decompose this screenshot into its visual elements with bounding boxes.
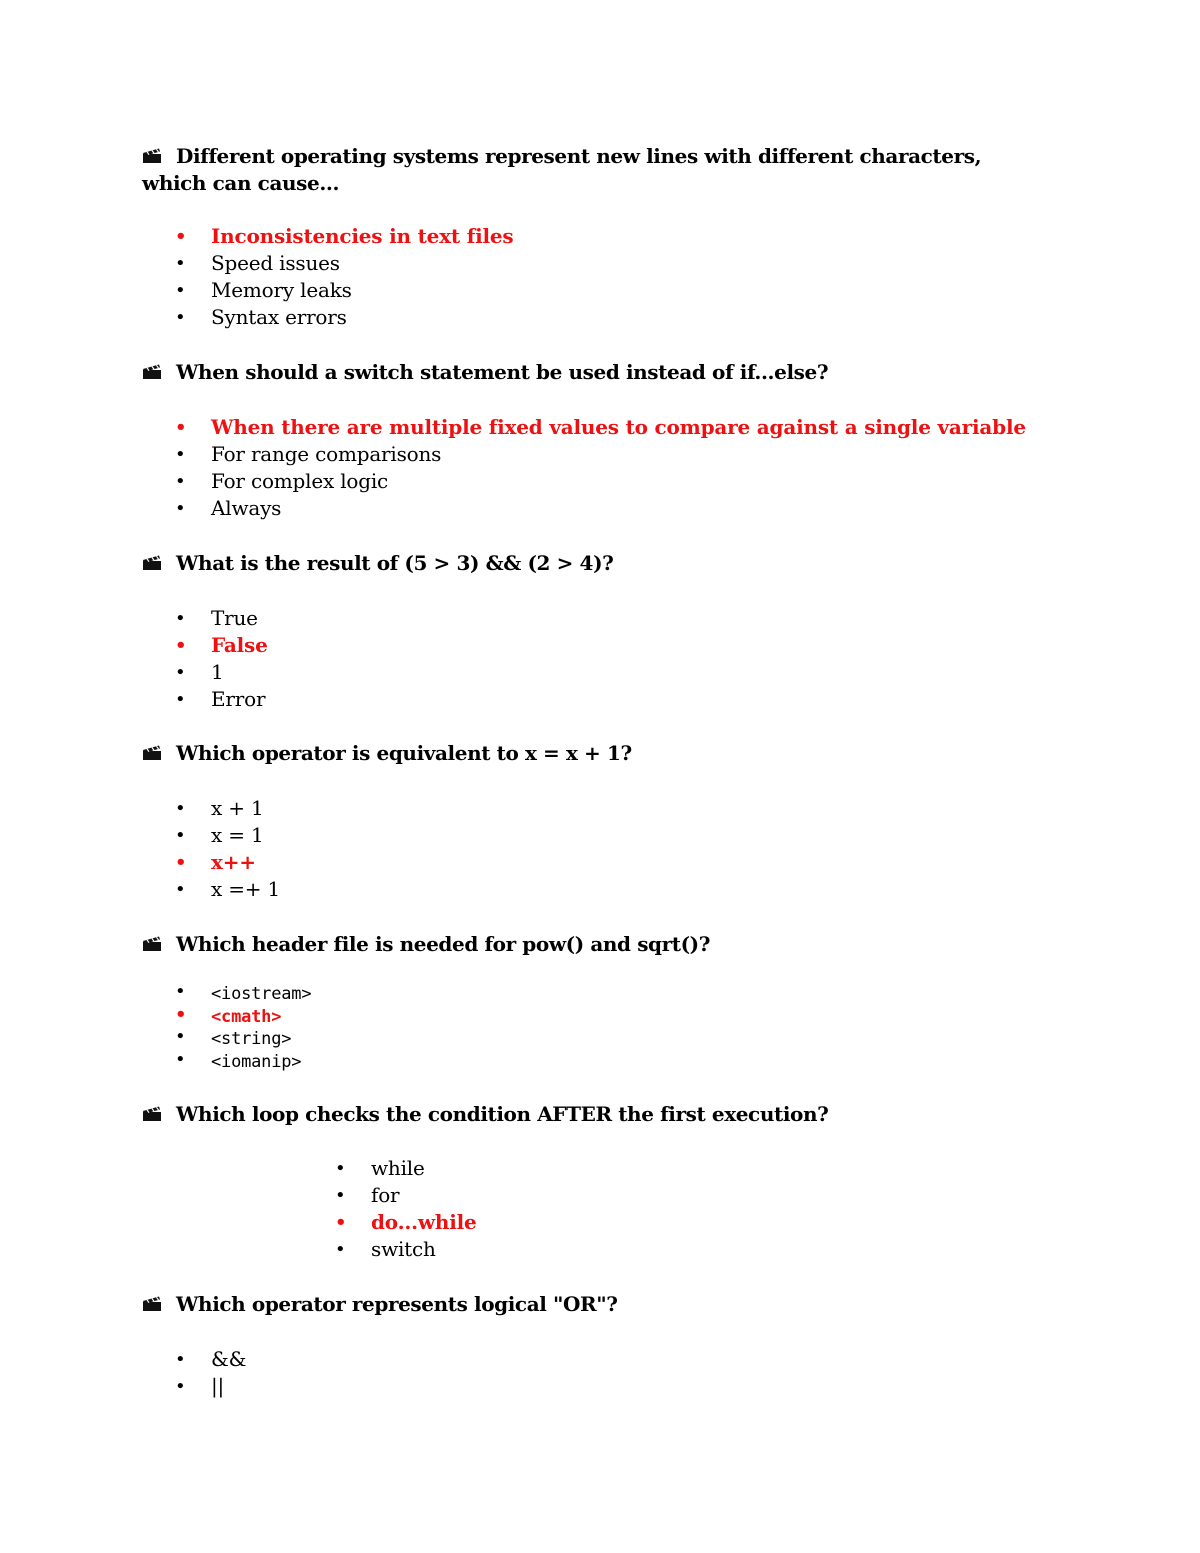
question-1-text: Different operating systems represent new lines with different characters, which can cause... <box>142 144 982 195</box>
option-q5-c: • <string> <box>175 1026 292 1049</box>
option-q6-b: • for <box>335 1183 400 1207</box>
question-2-heading <box>142 359 1042 386</box>
question-4 <box>142 740 1042 901</box>
question-6 <box>142 1101 1042 1261</box>
option-q4-b: • x = 1 <box>175 823 264 847</box>
question-4-options <box>174 795 280 903</box>
question-6-options <box>334 1155 477 1263</box>
option-q6-c: • do...while <box>335 1210 477 1234</box>
clapperboard-icon <box>142 1296 162 1312</box>
option-q3-d: • Error <box>175 687 266 711</box>
question-1-options <box>174 223 513 331</box>
question-3-options <box>174 605 268 713</box>
clapperboard-icon <box>142 745 162 761</box>
question-7-heading <box>142 1291 1042 1318</box>
clapperboard-icon <box>142 555 162 571</box>
clapperboard-icon <box>142 148 162 164</box>
question-5-options <box>174 983 311 1073</box>
question-5-text: Which header file is needed for pow() and sqrt()? <box>176 932 711 956</box>
option-q3-c: • 1 <box>175 660 224 684</box>
question-5-heading <box>142 931 1042 958</box>
question-2-options <box>174 414 1026 522</box>
option-q6-a: • while <box>335 1156 425 1180</box>
clapperboard-icon <box>142 936 162 952</box>
option-q5-a: • <iostream> <box>175 981 312 1004</box>
question-7-options <box>174 1346 246 1400</box>
option-q1-b: • Speed issues <box>175 251 340 275</box>
question-2 <box>142 359 1042 520</box>
option-q2-d: • Always <box>175 496 282 520</box>
option-q2-c: • For complex logic <box>175 469 389 493</box>
option-q7-b: • || <box>175 1374 225 1398</box>
question-7 <box>142 1291 1042 1398</box>
question-3-heading <box>142 550 1042 577</box>
question-4-heading <box>142 740 1042 767</box>
question-3 <box>142 550 1042 711</box>
question-5 <box>142 931 1042 1072</box>
option-q4-d: • x =+ 1 <box>175 877 281 901</box>
option-q4-a: • x + 1 <box>175 796 264 820</box>
option-q3-b: • False <box>175 633 268 657</box>
option-q1-c: • Memory leaks <box>175 278 352 302</box>
option-q3-a: • True <box>175 606 258 630</box>
question-4-text: Which operator is equivalent to x = x + 1? <box>176 741 632 765</box>
question-1-heading <box>142 143 1042 197</box>
question-2-text: When should a switch statement be used instead of if...else? <box>176 360 829 384</box>
option-q1-a: • Inconsistencies in text files <box>175 224 514 248</box>
option-q1-d: • Syntax errors <box>175 305 347 329</box>
clapperboard-icon <box>142 1106 162 1122</box>
option-q5-d: • <iomanip> <box>175 1048 302 1072</box>
clapperboard-icon <box>142 364 162 380</box>
option-q5-b: • <cmath> <box>175 1003 282 1027</box>
option-q6-d: • switch <box>335 1237 436 1261</box>
question-6-text: Which loop checks the condition AFTER the first execution? <box>176 1102 829 1126</box>
question-3-text: What is the result of (5 > 3) && (2 > 4)? <box>176 551 614 575</box>
option-q4-c: • x++ <box>175 850 256 874</box>
question-7-text: Which operator represents logical "OR"? <box>176 1292 618 1316</box>
option-q2-b: • For range comparisons <box>175 442 442 466</box>
question-1 <box>142 143 1042 329</box>
option-q2-a: • When there are multiple fixed values to compare against a single variable <box>175 415 1026 439</box>
option-q7-a: • && <box>175 1347 247 1371</box>
question-6-heading <box>142 1101 1042 1128</box>
